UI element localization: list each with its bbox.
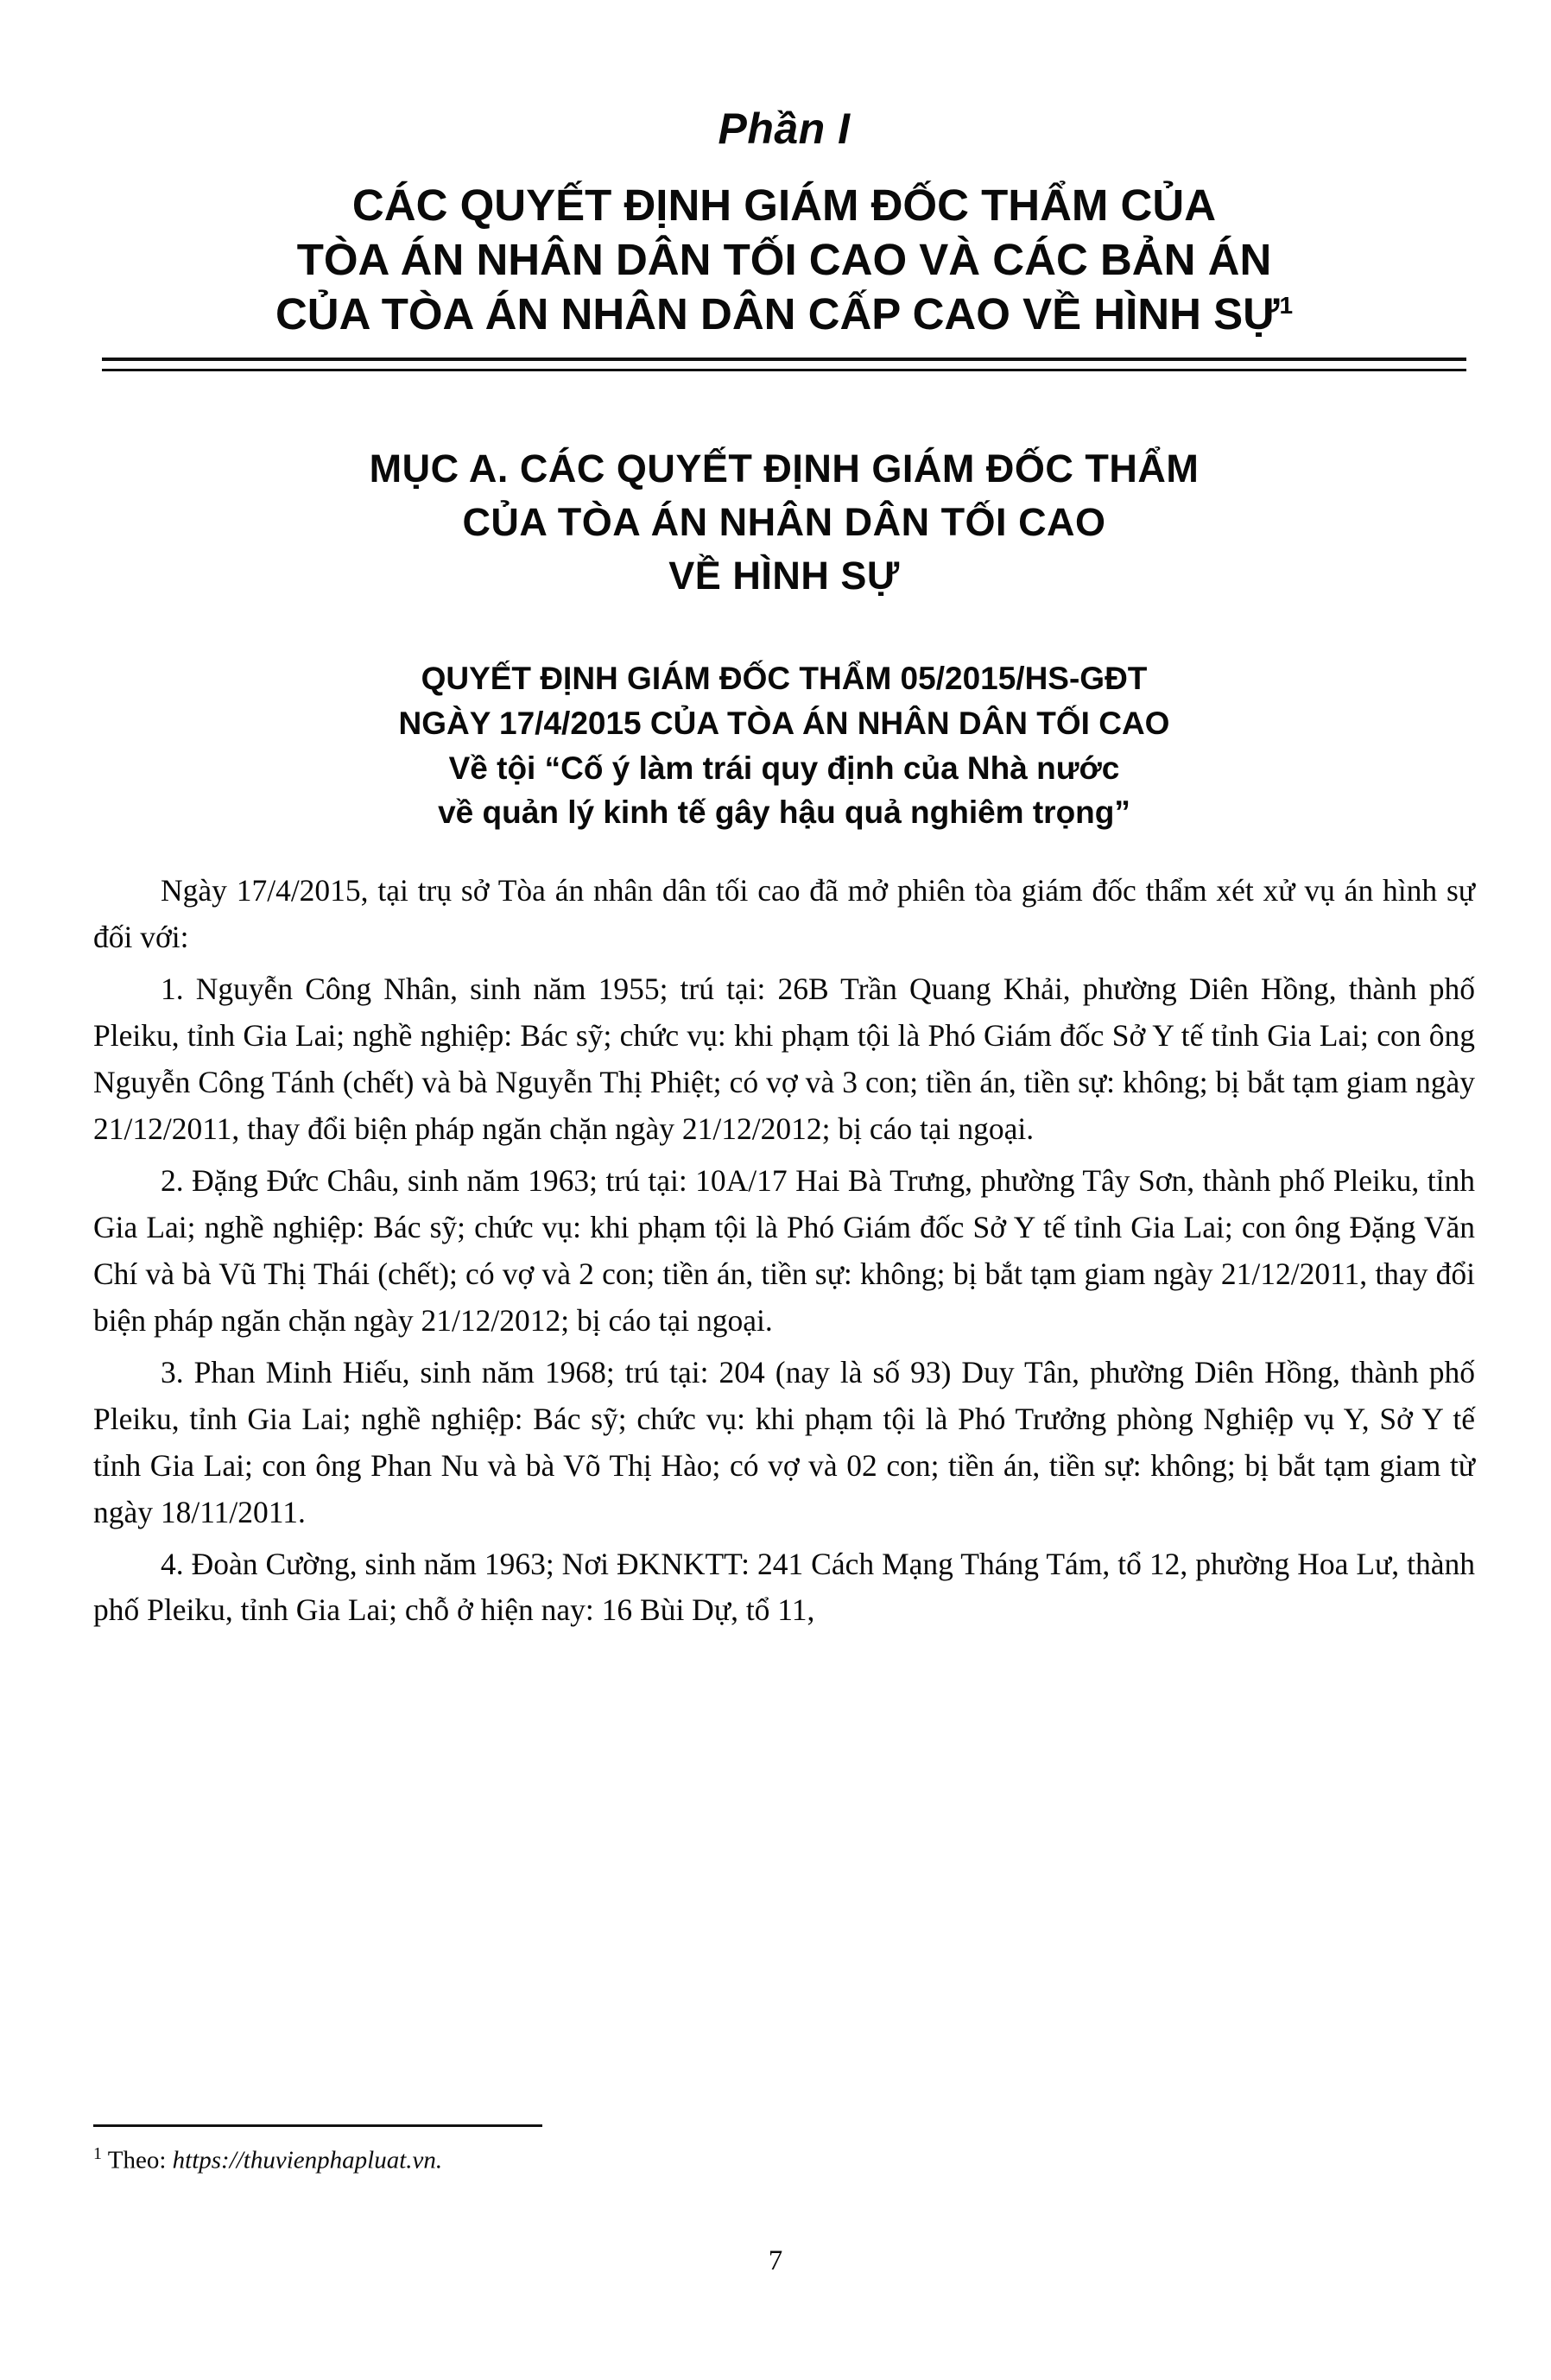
decision-heading-line-1: QUYẾT ĐỊNH GIÁM ĐỐC THẨM 05/2015/HS-GĐT (421, 660, 1148, 696)
decision-heading-line-2: NGÀY 17/4/2015 CỦA TÒA ÁN NHÂN DÂN TỐI CAO (398, 705, 1170, 741)
page-title (93, 178, 1475, 342)
paragraph-defendant-1: 1. Nguyễn Công Nhân, sinh năm 1955; trú tại: 26B Trần Quang Khải, phường Diên Hồng, thành phố Pleiku, tỉnh Gia Lai; nghề nghiệp: Bác sỹ; chức vụ: khi phạm tội là Phó Giám đốc Sở Y tế tỉnh Gia Lai; con ông Nguyễn Công Tánh (chết) và bà Nguyễn Thị Phiệt; có vợ và 3 con; tiền án, tiền sự: không; bị bắt tạm giam ngày 21/12/2011, thay đổi biện pháp ngăn chặn ngày 21/12/2012; bị cáo tại ngoại. (93, 972, 1475, 1146)
part-label: Phần I (718, 104, 851, 153)
part-title-line-1: CÁC QUYẾT ĐỊNH GIÁM ĐỐC THẨM CỦA (351, 180, 1217, 230)
decision-heading-line-3: Về tội “Cố ý làm trái quy định của Nhà nước (448, 750, 1120, 786)
footnote-divider (93, 2124, 542, 2127)
page-content (93, 0, 1475, 1639)
footnote-marker-title: 1 (1279, 292, 1294, 320)
paragraph-defendant-4: 4. Đoàn Cường, sinh năm 1963; Nơi ĐKNKTT: 241 Cách Mạng Tháng Tám, tổ 12, phường Hoa Lư, thành phố Pleiku, tỉnh Gia Lai; chỗ ở hiện nay: 16 Bùi Dự, tổ 11, (93, 1546, 1475, 1628)
part-title-line-2: TÒA ÁN NHÂN DÂN TỐI CAO VÀ CÁC BẢN ÁN (296, 235, 1272, 285)
decision-heading (93, 656, 1475, 835)
section-a-heading (93, 442, 1475, 603)
footnote-url: https://thuvienphapluat.vn. (172, 2146, 443, 2174)
section-heading-line-3: VỀ HÌNH SỰ (668, 553, 900, 598)
paragraph-defendant-2: 2. Đặng Đức Châu, sinh năm 1963; trú tại: 10A/17 Hai Bà Trưng, phường Tây Sơn, thành phố Pleiku, tỉnh Gia Lai; nghề nghiệp: Bác sỹ; chức vụ: khi phạm tội là Phó Giám đốc Sở Y tế tỉnh Gia Lai; con ông Đặng Văn Chí và bà Vũ Thị Thái (chết); có vợ và 2 con; tiền án, tiền sự: không; bị bắt tạm giam ngày 21/12/2011, thay đổi biện pháp ngăn chặn ngày 21/12/2012; bị cáo tại ngoại. (93, 1162, 1475, 1338)
body-text (93, 868, 1475, 1634)
page-number: 7 (768, 2245, 783, 2276)
decision-heading-line-4: về quản lý kinh tế gây hậu quả nghiêm trọng” (438, 794, 1130, 831)
section-heading-line-2: CỦA TÒA ÁN NHÂN DÂN TỐI CAO (462, 499, 1106, 544)
paragraph-defendant-3: 3. Phan Minh Hiếu, sinh năm 1968; trú tại: 204 (nay là số 93) Duy Tân, phường Diên Hồng, thành phố Pleiku, tỉnh Gia Lai; nghề nghiệp: Bác sỹ; chức vụ: khi phạm tội là Phó Trưởng phòng Nghiệp vụ Y, Sở Y tế tỉnh Gia Lai; con ông Phan Nu và bà Võ Thị Hào; có vợ và 02 con; tiền án, tiền sự: không; bị bắt tạm giam từ ngày 18/11/2011. (93, 1354, 1475, 1529)
paragraph-intro: Ngày 17/4/2015, tại trụ sở Tòa án nhân dân tối cao đã mở phiên tòa giám đốc thẩm xét xử vụ án hình sự đối với: (93, 873, 1475, 955)
footnote-marker: 1 (93, 2144, 102, 2163)
part-title-line-3-text: CỦA TÒA ÁN NHÂN DÂN CẤP CAO VỀ HÌNH SỰ (275, 289, 1280, 339)
title-divider (102, 358, 1466, 371)
footnote (93, 2142, 1130, 2178)
footnote-prefix: Theo: (107, 2146, 173, 2174)
part-title-line-3 (93, 287, 1475, 341)
section-heading-line-1: MỤC A. CÁC QUYẾT ĐỊNH GIÁM ĐỐC THẨM (369, 446, 1200, 491)
